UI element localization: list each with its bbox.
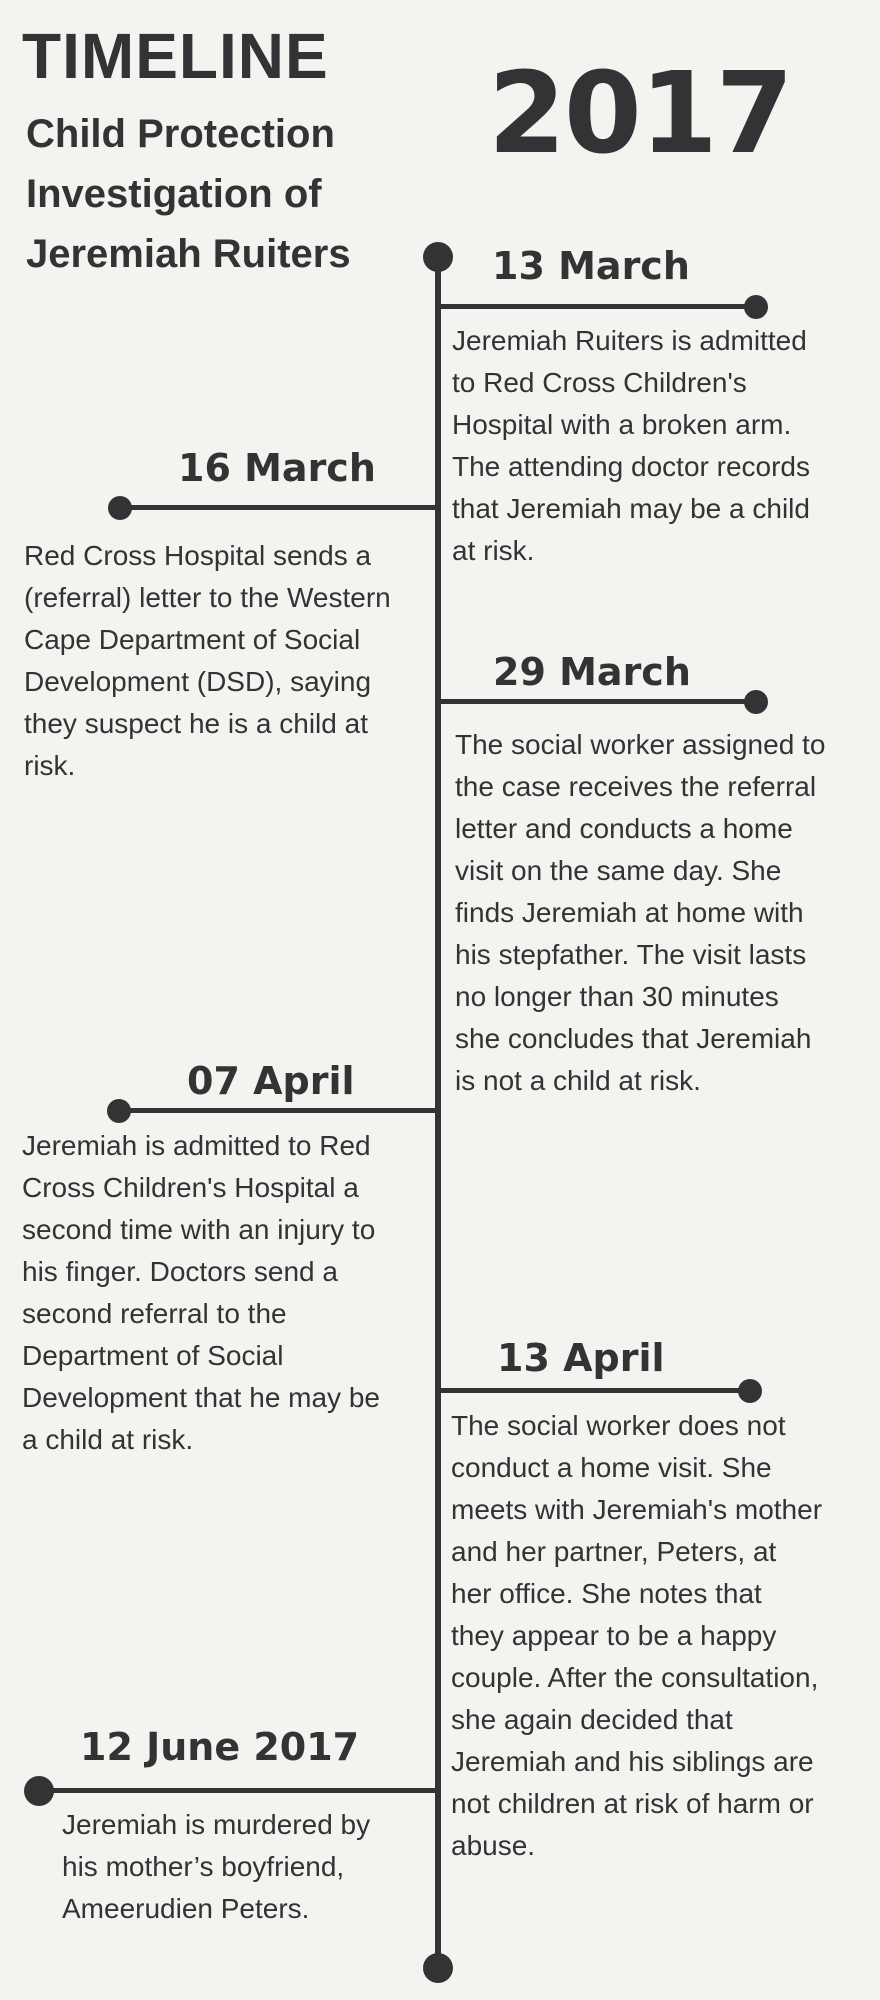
event-text-line: abuse. (451, 1830, 536, 1861)
page-title: TIMELINE (22, 20, 329, 92)
event-connector (39, 1788, 435, 1793)
event-text-line: they appear to be a happy (451, 1620, 777, 1651)
event-text-line: Red Cross Hospital sends a (24, 540, 372, 571)
event-description-13-april (451, 1405, 876, 1867)
event-text-line: The social worker assigned to (455, 729, 826, 760)
event-text-line: The social worker does not (451, 1410, 786, 1441)
event-text-line: they suspect he is a child at (24, 708, 368, 739)
event-text-line: Hospital with a broken arm. (452, 409, 792, 440)
event-text-line: risk. (24, 750, 76, 781)
event-description-13-march (452, 320, 872, 572)
event-text-line: second time with an injury to (22, 1214, 376, 1245)
event-text-line: conduct a home visit. She (451, 1452, 772, 1483)
event-marker (744, 295, 768, 319)
event-connector (441, 304, 761, 309)
event-date-13-march: 13 March (492, 244, 690, 288)
event-text-line: Development that he may be (22, 1382, 380, 1413)
event-text-line: second referral to the (22, 1298, 287, 1329)
event-text-line: she concludes that Jeremiah (455, 1023, 812, 1054)
event-connector (120, 505, 435, 510)
event-connector (119, 1108, 435, 1113)
event-text-line: Development (DSD), saying (24, 666, 372, 697)
event-connector (441, 1388, 755, 1393)
timeline-spine (435, 258, 441, 1968)
event-text-line: Ameerudien Peters. (62, 1893, 310, 1924)
event-text-line: Department of Social (22, 1340, 284, 1371)
event-date-16-march: 16 March (178, 446, 376, 490)
timeline-start-node (423, 242, 453, 272)
event-text-line: Jeremiah is admitted to Red (22, 1130, 371, 1161)
event-description-29-march (455, 724, 875, 1102)
event-text-line: that Jeremiah may be a child (452, 493, 810, 524)
event-text-line: his stepfather. The visit lasts (455, 939, 807, 970)
event-connector (441, 699, 761, 704)
event-text-line: a child at risk. (22, 1424, 194, 1455)
event-date-12-june-2017: 12 June 2017 (80, 1725, 360, 1769)
event-text-line: is not a child at risk. (455, 1065, 701, 1096)
event-marker (738, 1379, 762, 1403)
event-text-line: to Red Cross Children's (452, 367, 747, 398)
event-date-07-april: 07 April (187, 1059, 355, 1103)
event-text-line: she again decided that (451, 1704, 733, 1735)
event-text-line: meets with Jeremiah's mother (451, 1494, 823, 1525)
page-subtitle (26, 104, 426, 284)
subtitle-line: Child Protection (26, 112, 335, 156)
event-text-line: Jeremiah and his siblings are (451, 1746, 814, 1777)
event-text-line: visit on the same day. She (455, 855, 782, 886)
event-text-line: Jeremiah Ruiters is admitted (452, 325, 807, 356)
timeline-end-node (423, 1953, 453, 1983)
event-text-line: letter and conducts a home (455, 813, 793, 844)
event-text-line: no longer than 30 minutes (455, 981, 779, 1012)
event-text-line: Cape Department of Social (24, 624, 361, 655)
event-text-line: The attending doctor records (452, 451, 810, 482)
event-text-line: not children at risk of harm or (451, 1788, 814, 1819)
event-text-line: Jeremiah is murdered by (62, 1809, 371, 1840)
year-heading: 2017 (488, 49, 792, 179)
event-text-line: and her partner, Peters, at (451, 1536, 777, 1567)
event-text-line: (referral) letter to the Western (24, 582, 391, 613)
event-marker (744, 690, 768, 714)
subtitle-line: Jeremiah Ruiters (26, 232, 351, 276)
event-description-07-april (22, 1125, 432, 1461)
event-description-12-june-2017 (62, 1804, 432, 1930)
event-text-line: Cross Children's Hospital a (22, 1172, 359, 1203)
event-text-line: at risk. (452, 535, 535, 566)
event-text-line: finds Jeremiah at home with (455, 897, 804, 928)
event-text-line: her office. She notes that (451, 1578, 762, 1609)
event-description-16-march (24, 535, 434, 787)
event-text-line: his mother’s boyfriend, (62, 1851, 345, 1882)
event-date-13-april: 13 April (497, 1336, 665, 1380)
event-text-line: his finger. Doctors send a (22, 1256, 338, 1287)
event-date-29-march: 29 March (493, 650, 691, 694)
subtitle-line: Investigation of (26, 172, 322, 216)
event-text-line: couple. After the consultation, (451, 1662, 819, 1693)
event-text-line: the case receives the referral (455, 771, 817, 802)
